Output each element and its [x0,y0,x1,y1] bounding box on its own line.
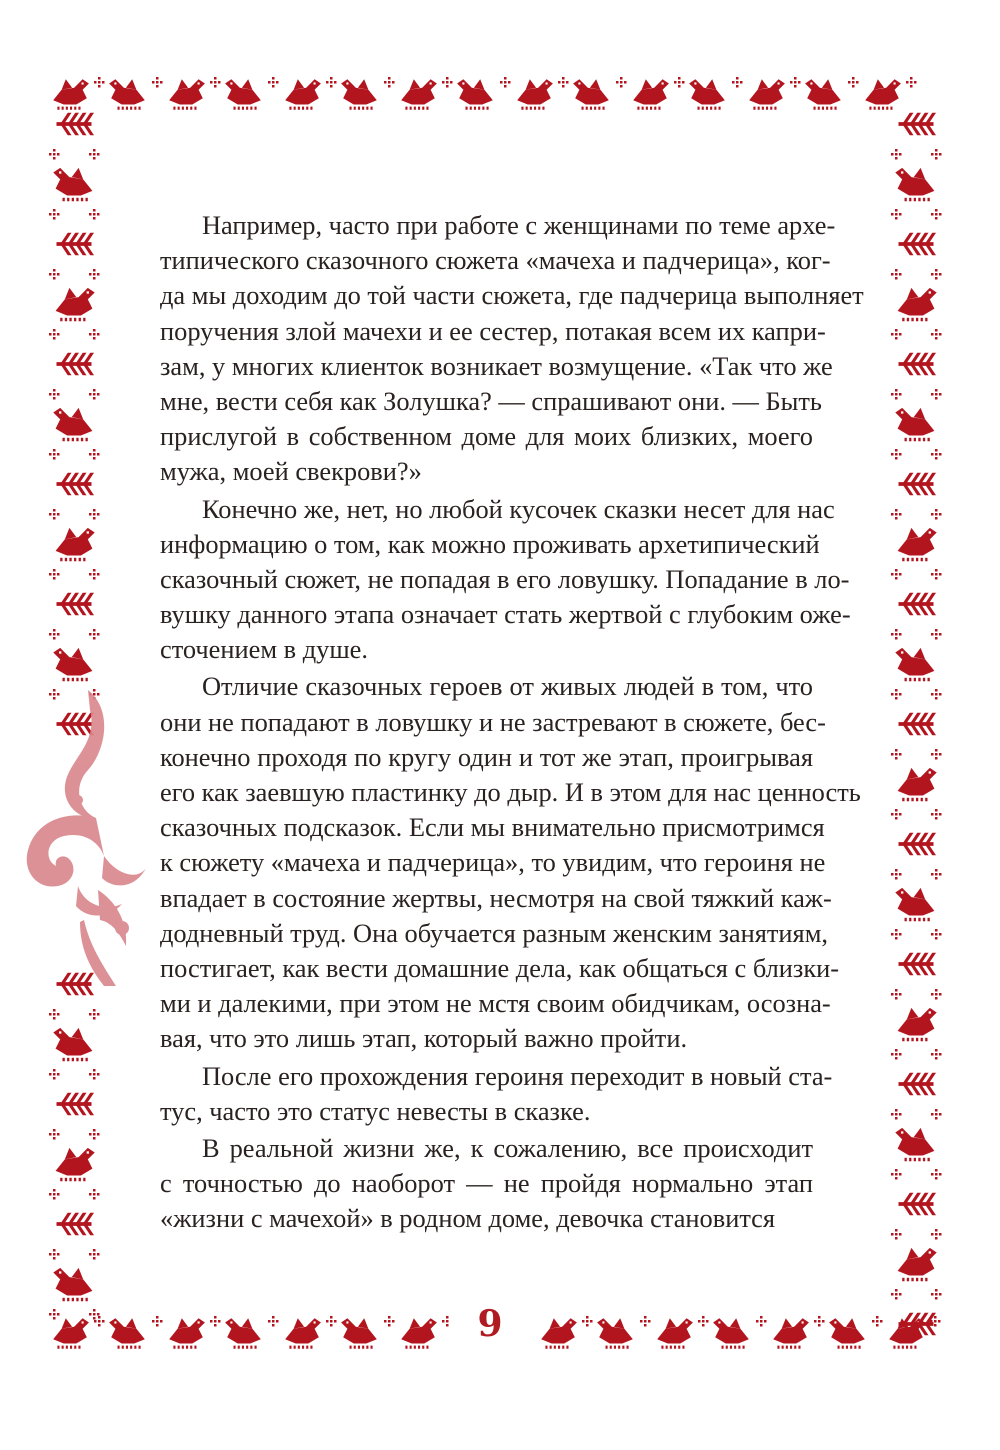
text-line: прислугой в собственном доме для моих близких, моего [160,421,813,452]
paragraph [160,492,851,668]
text-line: его как заевшую пластинку до дыр. И в этом для нас ценность [160,777,861,807]
paragraph [160,669,861,1056]
text-line: зам, у многих клиенток возникает возмущение. «Так что же [160,350,833,381]
text-line: В реальной жизни же, к сожалению, все происходит [202,1132,813,1163]
text-line: типического сказочного сюжета «мачеха и падчерица», ког- [160,245,831,276]
embroidery-border-right-icon [880,100,952,1340]
embroidery-border-left-lower-icon [40,960,108,1340]
text-line: После его прохождения героиня переходит в новый ста- [202,1060,833,1091]
embroidery-border-bottom-left-icon [50,1300,450,1362]
paragraph [160,1131,813,1237]
text-line: мужа, моей свекрови?» [160,456,422,487]
text-line: да мы доходим до той части сюжета, где падчерица выполняет [160,280,864,311]
text-line: информацию о том, как можно проживать архетипический [160,528,820,559]
text-line: «жизни с мачехой» в родном доме, девочка становится [160,1203,776,1234]
text-line: Конечно же, нет, но любой кусочек сказки несет для нас [202,493,835,524]
paragraph [160,1059,833,1129]
embroidery-border-left-upper-icon [40,100,108,740]
floral-swirl-icon [18,690,148,990]
text-line: к сюжету «мачеха и падчерица», то увидим, что героиня не [160,847,826,878]
embroidery-border-top-icon [50,62,950,122]
text-line: Например, часто при работе с женщинами по теме архе- [202,210,836,240]
text-line: конечно проходя по кругу один и тот же этап, проигрывая [160,741,813,772]
text-line: сказочный сюжет, не попадая в его ловушку. Попадание в ло- [160,563,850,594]
text-line: Отличие сказочных героев от живых людей в том, что [202,671,813,702]
paragraph [160,208,864,490]
text-line: ми и далекими, при этом не мстя своим обидчикам, осозна- [160,988,831,1019]
page-number: 9 [477,1303,503,1345]
text-line: постигает, как вести домашние дела, как общаться с близки- [160,952,840,983]
text-line: поручения злой мачехи и ее сестер, потакая всем их капри- [160,315,826,346]
text-line: вая, что это лишь этап, который важно пройти. [160,1023,688,1054]
text-line: тус, часто это статус невесты в сказке. [160,1095,591,1126]
body-text [160,208,864,1238]
text-line: мне, вести себя как Золушка? — спрашивают они. — Быть [160,385,822,416]
text-line: впадает в состояние жертвы, несмотря на свой тяжкий каж- [160,882,832,913]
text-line: сточением в душе. [160,634,368,665]
text-line: сказочных подсказок. Если мы внимательно присмотримся [160,812,825,843]
text-line: додневный труд. Она обучается разным женским занятиям, [160,917,828,948]
text-line: они не попадают в ловушку и не застревают в сюжете, бес- [160,706,826,737]
text-line: с точностью до наоборот — не пройдя нормально этап [160,1168,813,1199]
text-line: вушку данного этапа означает стать жертвой с глубоким оже- [160,599,851,630]
